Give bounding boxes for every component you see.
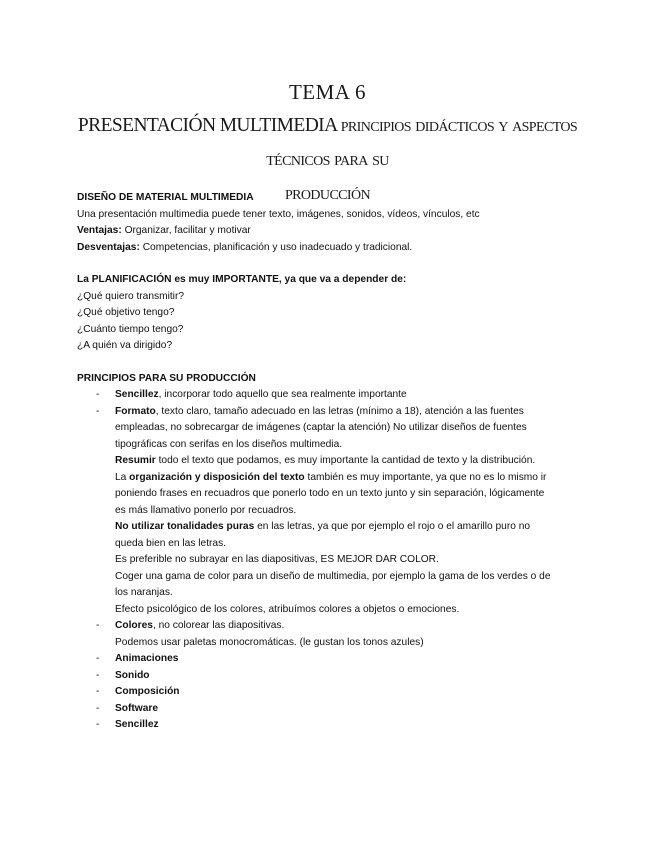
- item-text: Podemos usar paletas monocromáticas. (le gustan los tonos azules): [115, 636, 424, 648]
- resumir-label: Resumir: [115, 455, 156, 466]
- list-item-sonido: [77, 668, 597, 685]
- item-label: Sonido: [115, 669, 150, 681]
- tonalidades-text: en las letras, ya que por ejemplo el rojo o el amarillo puro no: [254, 521, 531, 532]
- paragraph-resumir: [115, 453, 597, 470]
- list-item-formato: [77, 404, 597, 619]
- tonalidades-label: No utilizar tonalidades puras: [115, 521, 255, 532]
- list-item-colores: [77, 618, 597, 651]
- item-label: Colores: [115, 620, 153, 631]
- paragraph-gama: Coger una gama de color para un diseño de multimedia, por ejemplo la gama de los verdes o de: [115, 570, 551, 582]
- item-text: , texto claro, tamaño adecuado en las letras (mínimo a 18), atención a las fuentes: [155, 405, 524, 417]
- tonalidades-text: queda bien en las letras.: [115, 537, 227, 549]
- paragraph-tonalidades: [115, 519, 597, 536]
- list-item-animaciones: [77, 651, 597, 668]
- resumir-text: todo el texto que podamos, es muy importante la cantidad de texto y la distribución.: [155, 455, 536, 466]
- dash-bullet: -: [96, 686, 100, 697]
- question-item: ¿Qué objetivo tengo?: [77, 307, 175, 318]
- item-text: , no colorear las diapositivas.: [152, 620, 285, 631]
- list-item-sencillez-final: [77, 717, 597, 734]
- paragraph-desventajas: [77, 240, 597, 257]
- dash-bullet: -: [96, 405, 100, 417]
- item-label: Software: [115, 702, 159, 714]
- ventajas-text: Organizar, facilitar y motivar: [121, 225, 251, 236]
- desventajas-text: Competencias, planificación y uso inadecuado y tradicional.: [139, 241, 413, 253]
- question-item: ¿A quién va dirigido?: [77, 340, 173, 351]
- organizacion-text: es más llamativo ponerlo por recuadros.: [115, 504, 297, 516]
- list-item-composicion: [77, 684, 597, 701]
- organizacion-text: poniendo frases en recuadros que ponerlo todo en un texto junto y sin separación, lógicamente: [115, 488, 545, 499]
- section-heading-diseno: DISEÑO DE MATERIAL MULTIMEDIA: [77, 192, 254, 203]
- item-label: Formato: [115, 405, 156, 417]
- item-text: empleadas, no sobrecargar de imágenes (captar la atención) No utilizar diseños de fuentes: [115, 422, 527, 433]
- question-item: ¿Qué quiero transmitir?: [77, 290, 185, 302]
- item-text: tipográficas con serifas en los diseños multimedia.: [115, 438, 343, 450]
- paragraph-presentacion: Una presentación multimedia puede tener texto, imágenes, sonidos, vídeos, vínculos, etc: [77, 208, 480, 220]
- organizacion-label: organización y disposición del texto: [129, 471, 305, 483]
- item-text: , incorporar todo aquello que sea realmente importante: [158, 389, 407, 400]
- section-heading-planificacion: La PLANIFICACIÓN es muy IMPORTANTE, ya que va a depender de:: [77, 274, 407, 285]
- desventajas-label: Desventajas:: [77, 241, 140, 253]
- question-item: ¿Cuánto tiempo tengo?: [77, 323, 184, 335]
- dash-bullet: -: [96, 702, 100, 714]
- document-title: TEMA 6: [288, 80, 367, 104]
- item-label: Sencillez: [115, 719, 159, 730]
- ventajas-label: Ventajas:: [77, 225, 122, 236]
- dash-bullet: -: [96, 719, 100, 730]
- paragraph-gama: los naranjas.: [115, 587, 173, 598]
- paragraph-ventajas: [77, 223, 597, 240]
- item-label: Composición: [115, 686, 180, 697]
- paragraph-subrayar: Es preferible no subrayar en las diapositivas, ES MEJOR DAR COLOR.: [115, 554, 439, 565]
- dash-bullet: -: [96, 669, 100, 681]
- paragraph-organizacion: La organización y disposición del texto también es muy importante, ya que no es lo mismo ir: [115, 471, 547, 483]
- section-heading-principios: PRINCIPIOS PARA SU PRODUCCIÓN: [77, 372, 256, 384]
- list-item-software: [77, 701, 597, 718]
- paragraph-efecto: Efecto psicológico de los colores, atribuímos colores a objetos o emociones.: [115, 603, 460, 615]
- item-label: Animaciones: [115, 653, 179, 664]
- list-item-sencillez: [77, 387, 597, 404]
- organizacion-text: también es muy importante, ya que no es lo mismo ir: [304, 471, 547, 483]
- dash-bullet: -: [96, 653, 100, 664]
- principles-list: [77, 387, 597, 734]
- subtitle-line-1: PRESENTACIÓN MULTIMEDIA principios didácticos y aspectos técnicos para su: [77, 115, 578, 170]
- subtitle-line-2: producción: [284, 183, 370, 204]
- document-body: [77, 190, 597, 734]
- dash-bullet: -: [96, 389, 100, 400]
- dash-bullet: -: [96, 620, 100, 631]
- item-label: Sencillez: [115, 389, 159, 400]
